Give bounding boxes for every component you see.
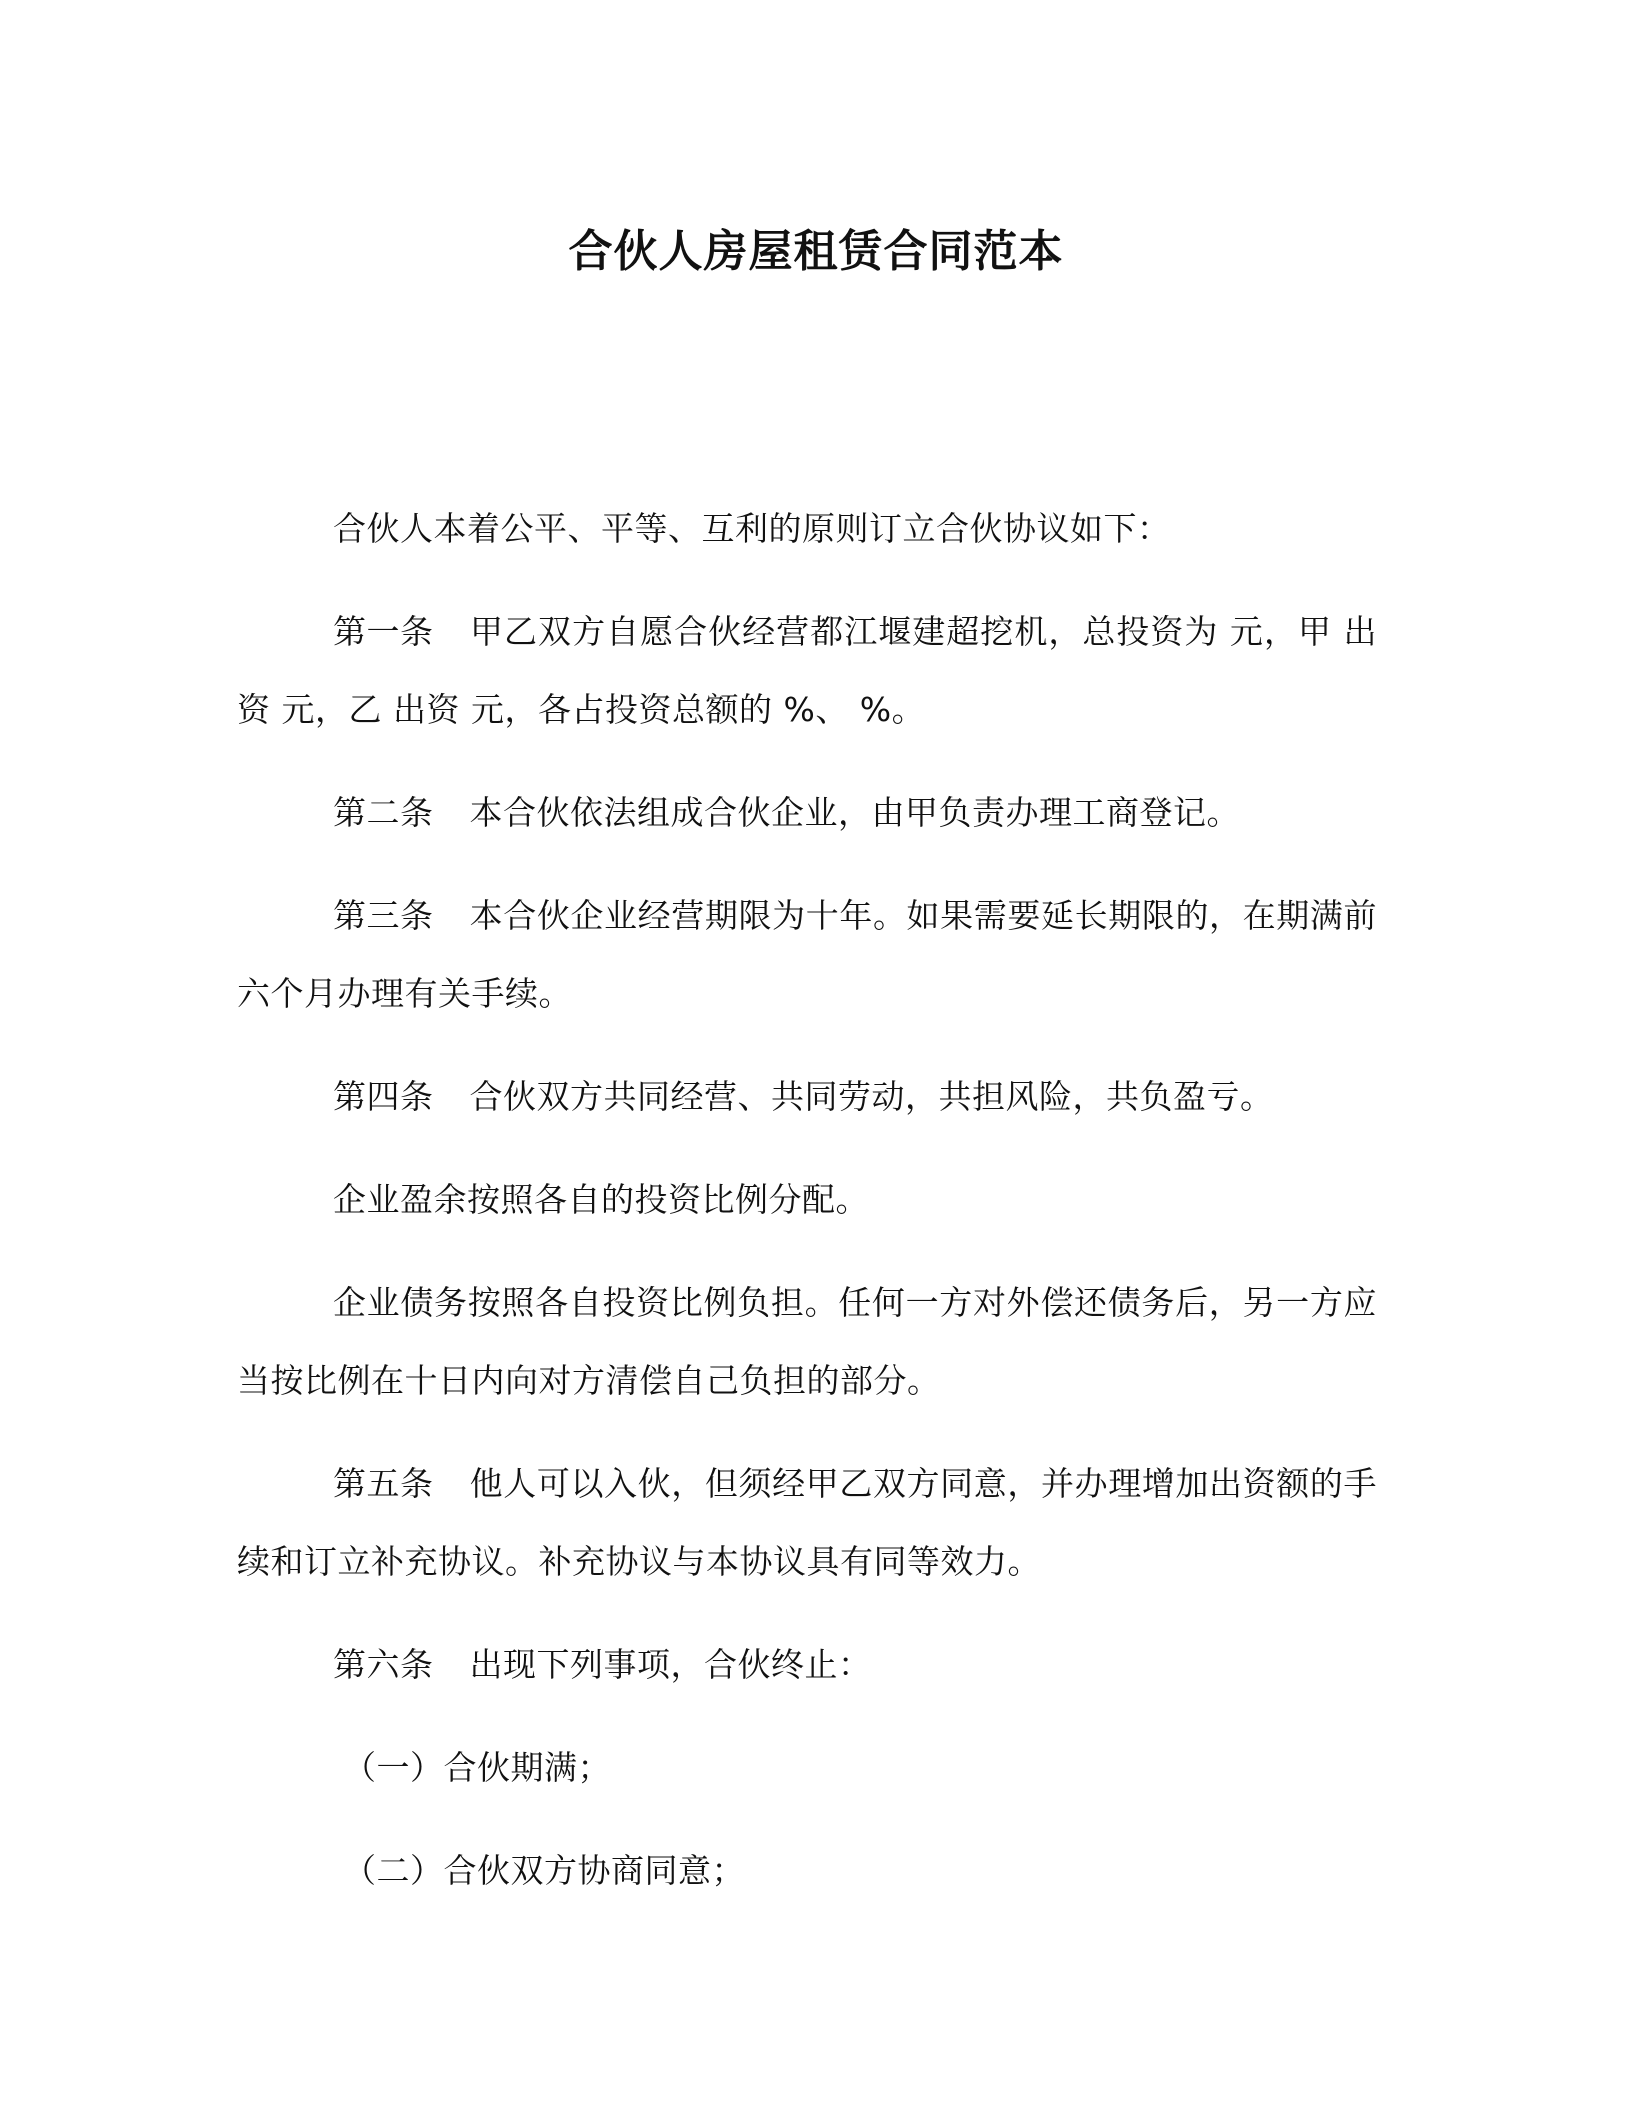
document-title: 合伙人房屋租赁合同范本 [568,226,1064,277]
termination-item-1: （一）合伙期满； [343,1748,611,1787]
clause-6-number: 第六条 [333,1645,434,1684]
clause-5-text: 他人可以入伙，但须经甲乙双方同意，并办理增加出资额的手续和订立补充协议。补充协议与本协议具有同等效力。 [237,1464,1377,1581]
clause-4 [237,1058,1377,1136]
clause-4-text: 合伙双方共同经营、共同劳动，共担风险，共负盈亏。 [469,1077,1274,1116]
clause-2 [237,774,1377,852]
clause-4-number: 第四条 [333,1077,434,1116]
clause-6-text: 出现下列事项，合伙终止： [469,1645,872,1684]
profit-paragraph: 企业盈余按照各自的投资比例分配。 [333,1180,869,1219]
debt-paragraph: 企业债务按照各自投资比例负担。任何一方对外偿还债务后，另一方应当按比例在十日内向对方清偿自己负担的部分。 [237,1283,1377,1400]
clause-3 [237,877,1377,1033]
clause-1-text: 甲乙双方自愿合伙经营都江堰建超挖机，总投资为 元，甲 出资 元，乙 出资 元，各占投资总额的 %、 %。 [237,612,1377,729]
termination-item-2: （二）合伙双方协商同意； [343,1851,745,1890]
clause-1-number: 第一条 [333,612,434,651]
clause-2-number: 第二条 [333,793,434,832]
clause-3-number: 第三条 [333,896,434,935]
clause-3-text: 本合伙企业经营期限为十年。如果需要延长期限的，在期满前六个月办理有关手续。 [237,896,1377,1013]
clause-5-number: 第五条 [333,1464,434,1503]
clause-1 [237,593,1377,749]
clause-5 [237,1445,1377,1601]
clause-6 [237,1626,1377,1704]
document-body [237,490,1377,1935]
clause-2-text: 本合伙依法组成合伙企业，由甲负责办理工商登记。 [469,793,1240,832]
intro-paragraph: 合伙人本着公平、平等、互利的原则订立合伙协议如下： [333,509,1171,548]
